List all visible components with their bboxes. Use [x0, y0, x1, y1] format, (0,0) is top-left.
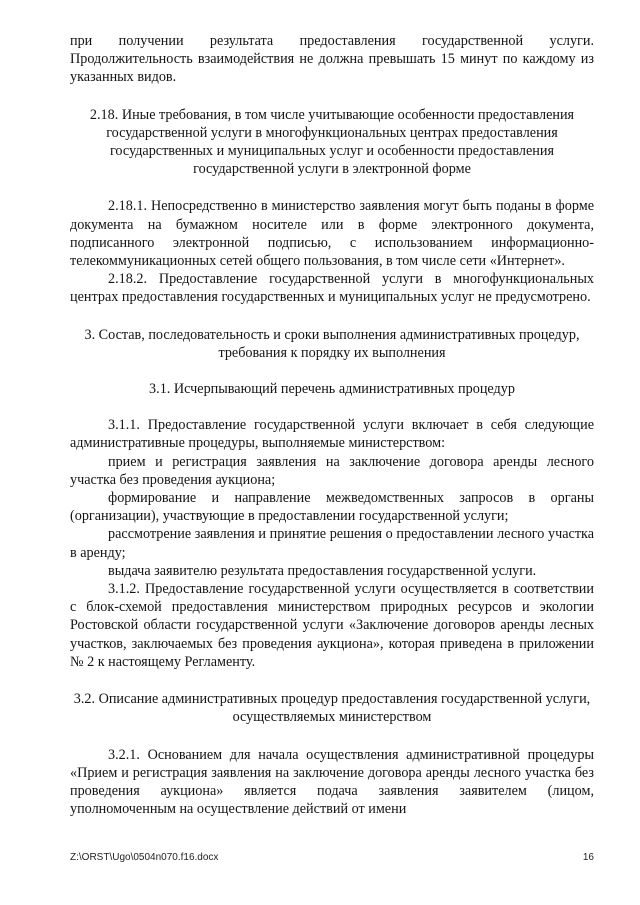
list-item: выдача заявителю результата предоставления государственной услуги. — [108, 562, 537, 579]
document-page — [70, 32, 594, 818]
file-path: Z:\ORST\Ugo\0504n070.f16.docx — [70, 852, 219, 863]
list-item: рассмотрение заявления и принятие решения о предоставлении лесного участка в аренду; — [70, 526, 594, 561]
heading-3-1: 3.1. Исчерпывающий перечень административных процедур — [149, 381, 515, 398]
page-number: 16 — [582, 852, 594, 863]
heading-3-2: 3.2. Описание административных процедур предоставления государственной услуги, осуществляемых министерством — [73, 691, 591, 726]
list-item: прием и регистрация заявления на заключение договора аренды лесного участка без проведения аукциона; — [70, 453, 594, 488]
heading-section-3: 3. Состав, последовательность и сроки выполнения административных процедур, требования к порядку их выполнения — [84, 326, 580, 361]
paragraph-3-2-1: 3.2.1. Основанием для начала осуществления административной процедуры «Прием и регистрация заявления на заключение договора аренды лесного участка без проведения аукциона» является подача заявления заявителем (лицом, уполномоченным на осуществление действий от имени — [70, 746, 594, 818]
list-item: формирование и направление межведомственных запросов в органы (организации), участвующие в предоставлении государственной услуги; — [70, 490, 594, 525]
paragraph-3-1-2: 3.1.2. Предоставление государственной услуги осуществляется в соответствии с блок-схемой предоставления министерством природных ресурсов и экологии Ростовской области государственной услуги «Заключение договоров аренды лесных участков, заключаемых без проведения аукциона», которая приведена в приложении № 2 к настоящему Регламенту. — [70, 581, 594, 670]
paragraph-2-18-1: 2.18.1. Непосредственно в министерство заявления могут быть поданы в форме документа на бумажном носителе или в форме электронного документа, подписанного электронной подписью, с использованием информационно-телекоммуникационных сетей общего пользования, в том числе сети «Интернет». — [70, 198, 594, 270]
paragraph-continuation: при получении результата предоставления государственной услуги. Продолжительность взаимодействия не должна превышать 15 минут по каждому из указанных видов. — [70, 33, 594, 86]
heading-2-18: 2.18. Иные требования, в том числе учитывающие особенности предоставления государственной услуги в многофункциональных центрах предоставления государственных и муниципальных услуг и особенности предоставления государственной услуги в электронной форме — [89, 106, 575, 178]
paragraph-2-18-2: 2.18.2. Предоставление государственной услуги в многофункциональных центрах предоставления государственных и муниципальных услуг не предусмотрено. — [70, 271, 594, 306]
paragraph-3-1-1: 3.1.1. Предоставление государственной услуги включает в себя следующие административные процедуры, выполняемые министерством: — [70, 417, 594, 452]
